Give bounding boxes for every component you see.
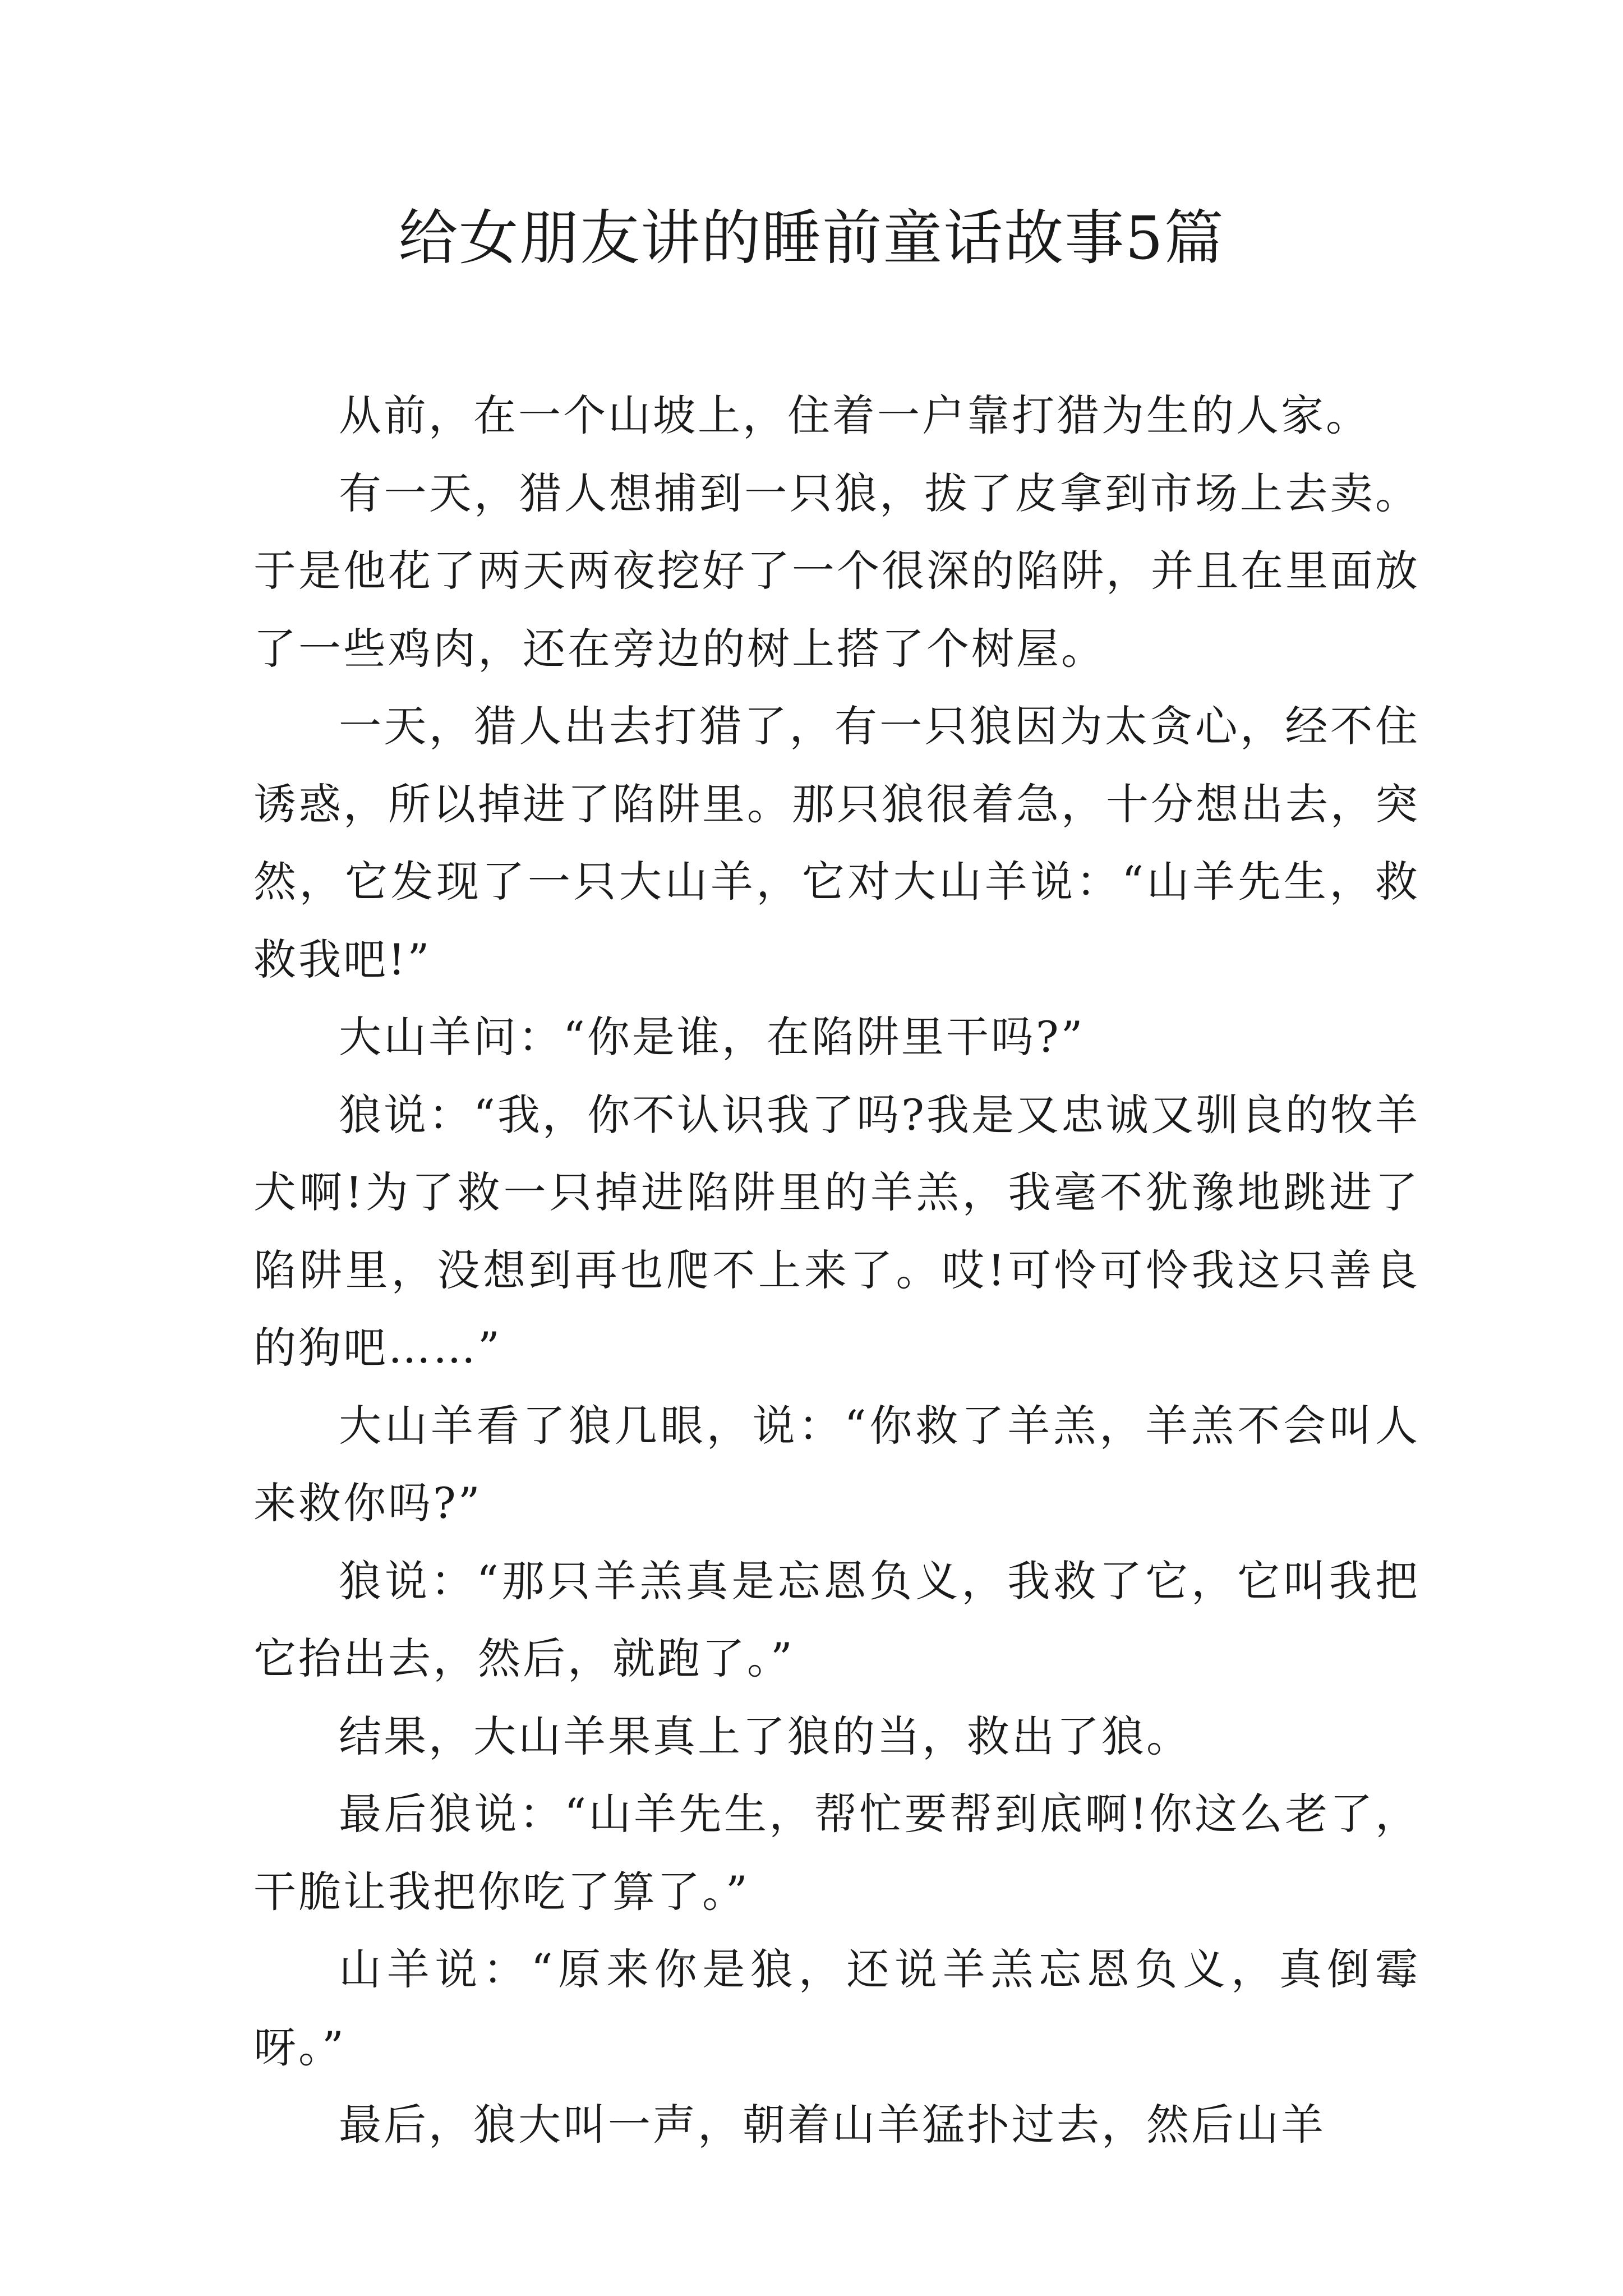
paragraph: 最后，狼大叫一声，朝着山羊猛扑过去，然后山羊 bbox=[339, 2100, 1326, 2150]
paragraph: 狼说：“那只羊羔真是忘恩负义，我救了它，它叫我把它抬出去，然后，就跑了。” bbox=[253, 1556, 1420, 1683]
paragraph: 最后狼说：“山羊先生，帮忙要帮到底啊!你这么老了，干脆让我把你吃了算了。” bbox=[253, 1789, 1420, 1917]
paragraph: 山羊说：“原来你是狼，还说羊羔忘恩负义，真倒霉呀。” bbox=[253, 1944, 1420, 2072]
paragraph: 大山羊看了狼几眼，说：“你救了羊羔，羊羔不会叫人来救你吗?” bbox=[253, 1400, 1420, 1528]
document-title: 给女朋友讲的睡前童话故事5篇 bbox=[398, 204, 1225, 273]
paragraph: 一天，猎人出去打猎了，有一只狼因为太贪心，经不住诱惑，所以掉进了陷阱里。那只狼很着急，十分想出去，突然，它发现了一只大山羊，它对大山羊说：“山羊先生，救救我吧!” bbox=[253, 701, 1420, 984]
paragraph: 从前，在一个山坡上，住着一户靠打猎为生的人家。 bbox=[339, 390, 1371, 440]
paragraph: 狼说：“我，你不认识我了吗?我是又忠诚又驯良的牧羊犬啊!为了救一只掉进陷阱里的羊羔，我毫不犹豫地跳进了陷阱里，没想到再也爬不上来了。哎!可怜可怜我这只善良的狗吧……” bbox=[253, 1089, 1420, 1373]
paragraph: 结果，大山羊果真上了狼的当，救出了狼。 bbox=[339, 1711, 1191, 1761]
paragraph: 大山羊问：“你是谁，在陷阱里干吗?” bbox=[339, 1012, 1085, 1062]
document-body bbox=[253, 377, 1420, 2164]
paragraph: 有一天，猎人想捕到一只狼，拔了皮拿到市场上去卖。于是他花了两天两夜挖好了一个很深的陷阱，并且在里面放了一些鸡肉，还在旁边的树上搭了个树屋。 bbox=[253, 468, 1420, 674]
